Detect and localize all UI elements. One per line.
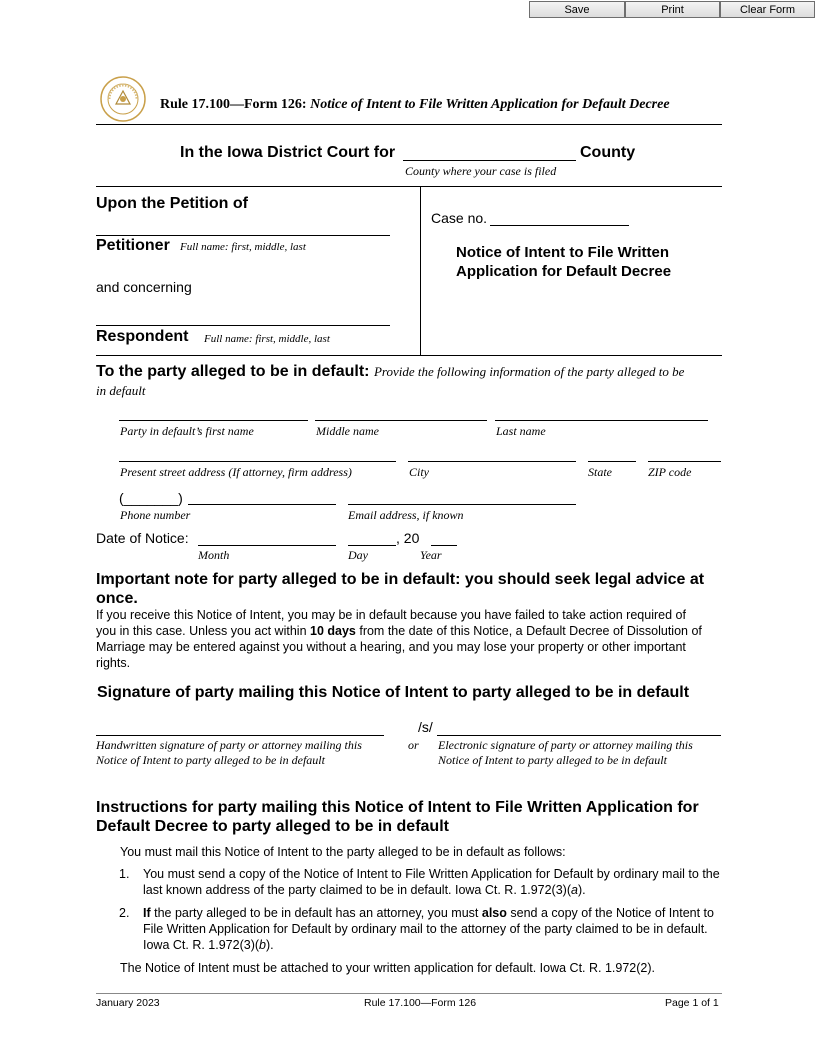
county-caption: County where your case is filed	[405, 164, 557, 178]
item2-end: ).	[265, 938, 274, 952]
item1-text: You must send a copy of the Notice of Intent to File Written Application for Default by ordinary mail to the last known address of the party claimed to be in default. Iowa Ct. R. 1.972(3)(	[143, 867, 720, 897]
email-caption: Email address, if known	[348, 508, 464, 522]
signature-or: or	[408, 738, 419, 752]
date-of-notice-label: Date of Notice:	[96, 530, 189, 546]
case-no-input[interactable]	[490, 225, 629, 226]
header-rule: Rule 17.100—Form 126:	[160, 97, 307, 112]
print-button[interactable]: Print	[625, 1, 720, 18]
header-form-title: Notice of Intent to File Written Application for Default Decree	[310, 97, 670, 112]
item2-also: also	[481, 906, 507, 920]
zip-caption: ZIP code	[648, 465, 692, 479]
last-name-caption: Last name	[496, 424, 546, 438]
instructions-intro: You must mail this Notice of Intent to the party alleged to be in default as follows:	[120, 845, 566, 859]
court-prefix: In the Iowa District Court for	[180, 144, 396, 161]
petitioner-label: Petitioner	[96, 237, 170, 254]
city-caption: City	[409, 465, 429, 479]
street-input[interactable]	[119, 461, 396, 462]
caption-divider	[420, 187, 421, 355]
upon-petition-label: Upon the Petition of	[96, 195, 248, 212]
respondent-label: Respondent	[96, 328, 189, 345]
header-rule-line	[96, 124, 722, 125]
last-name-input[interactable]	[495, 420, 708, 421]
important-body	[96, 607, 708, 671]
petitioner-name-input[interactable]	[96, 235, 390, 236]
electronic-signature-prefix: /s/	[418, 719, 433, 735]
city-input[interactable]	[408, 461, 576, 462]
item2-if: If	[143, 906, 151, 920]
party-heading-note2: in default	[96, 383, 146, 398]
year-input[interactable]	[431, 545, 457, 546]
petitioner-hint: Full name: first, middle, last	[180, 241, 306, 253]
item1-end: ).	[577, 883, 586, 897]
party-heading-note: Provide the following information of the party alleged to be	[373, 364, 685, 379]
important-p1: If you receive this Notice of Intent, you may be in default because you have failed to take action required of you in this case. Unless you act within	[96, 608, 686, 638]
footer-date: January 2023	[96, 997, 160, 1009]
county-input[interactable]	[403, 160, 576, 161]
date-twenty: , 20	[396, 530, 420, 546]
signature-heading: Signature of party mailing this Notice of Intent to party alleged to be in default	[97, 684, 690, 701]
respondent-name-input[interactable]	[96, 325, 390, 326]
year-caption: Year	[420, 548, 442, 562]
state-input[interactable]	[588, 461, 636, 462]
important-heading: Important note for party alleged to be in default: you should seek legal advice at once.	[96, 571, 705, 607]
doc-title	[456, 243, 671, 281]
electronic-signature-input[interactable]	[437, 735, 721, 736]
zip-input[interactable]	[648, 461, 721, 462]
phone-input[interactable]	[188, 504, 336, 505]
handwritten-signature-input[interactable]	[96, 735, 384, 736]
instructions-item2	[143, 905, 725, 953]
first-name-input[interactable]	[119, 420, 308, 421]
case-no-label: Case no.	[431, 210, 488, 226]
middle-name-caption: Middle name	[316, 424, 379, 438]
middle-name-input[interactable]	[315, 420, 487, 421]
day-input[interactable]	[348, 545, 396, 546]
important-p2: from the date of this Notice, a Default Decree of Dissolution of Marriage may be entered against you without a hearing, and you may lose your property or other important rights.	[96, 624, 702, 670]
and-concerning-label: and concerning	[96, 279, 192, 295]
item1-italic: a	[571, 883, 578, 897]
handwritten-signature-caption: Handwritten signature of party or attorney mailing this Notice of Intent to party alleged to be in default	[96, 738, 362, 767]
first-name-caption: Party in default’s first name	[120, 424, 254, 438]
item1-number: 1.	[119, 867, 130, 881]
item2-a: the party alleged to be in default has an attorney, you must	[150, 906, 482, 920]
month-input[interactable]	[198, 545, 336, 546]
day-caption: Day	[348, 548, 368, 562]
item2-number: 2.	[119, 906, 130, 920]
doc-title-line1: Notice of Intent to File Written	[456, 244, 670, 261]
item2-italic: b	[259, 938, 266, 952]
phone-area-code[interactable]: (_______)	[119, 490, 183, 506]
instructions-heading: Instructions for party mailing this Notice of Intent to File Written Application for Default Decree to party alleged to be in default	[96, 799, 699, 835]
instructions-item1	[143, 866, 725, 898]
month-caption: Month	[198, 548, 230, 562]
caption-top-line	[96, 186, 722, 187]
important-days: 10 days	[310, 624, 356, 638]
email-input[interactable]	[348, 504, 576, 505]
state-caption: State	[588, 465, 612, 479]
phone-caption: Phone number	[120, 508, 191, 522]
footer-form: Rule 17.100—Form 126	[364, 997, 477, 1009]
party-heading-text: To the party alleged to be in default:	[96, 363, 370, 380]
save-button[interactable]: Save	[529, 1, 625, 18]
caption-bottom-line	[96, 355, 722, 356]
item2-b: send a copy of the Notice of Intent to File Written Application for Default by ordinary mail to the attorney of the party claimed to be in default. Iowa Ct. R. 1.972(3)(	[143, 906, 714, 952]
electronic-signature-caption: Electronic signature of party or attorney mailing this Notice of Intent to party alleged to be in default	[438, 738, 693, 767]
street-caption: Present street address (If attorney, firm address)	[120, 465, 352, 479]
party-heading	[96, 363, 716, 381]
header-title	[160, 97, 670, 113]
footer-rule	[96, 993, 722, 994]
respondent-hint: Full name: first, middle, last	[204, 333, 330, 345]
court-suffix: County	[580, 144, 636, 161]
iowa-judicial-seal	[100, 76, 146, 122]
footer-page: Page 1 of 1	[665, 997, 719, 1009]
doc-title-line2: Application for Default Decree	[456, 263, 672, 280]
instructions-closing: The Notice of Intent must be attached to your written application for default. Iowa Ct. R. 1.972(2).	[120, 961, 656, 975]
clear-form-button[interactable]: Clear Form	[720, 1, 815, 18]
